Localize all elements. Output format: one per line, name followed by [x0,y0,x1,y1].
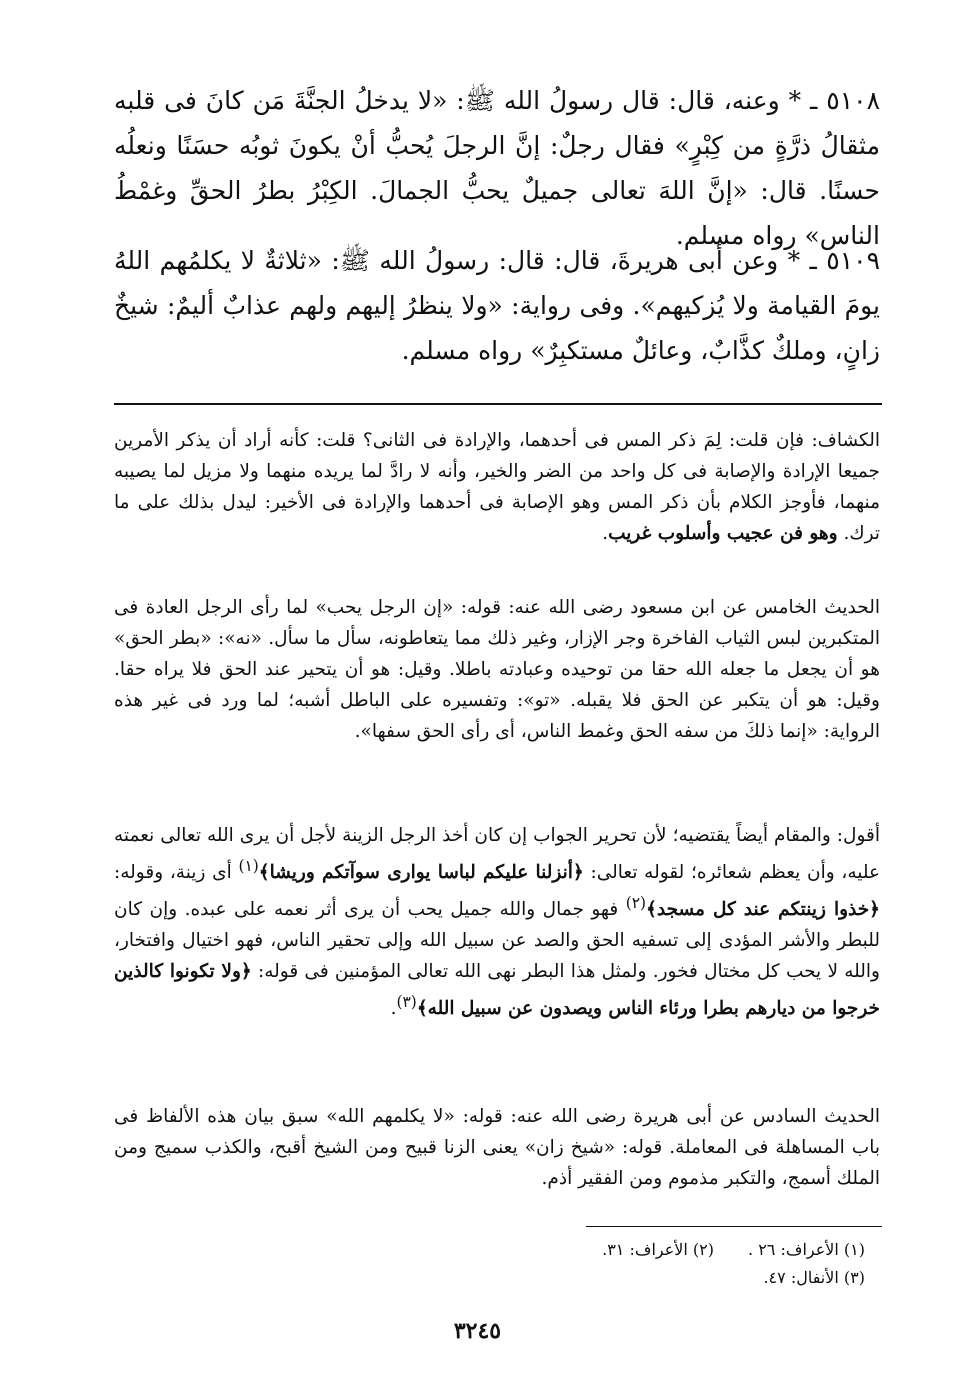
hadith-5109: ٥١٠٩ ـ * وعن أبى هريرةَ، قال: قال: رسولُ الله ﷺ: «ثلاثةٌ لا يكلمُهم اللهُ يومَ القيامة ولا يُزكيهم». وفى رواية: «ولا ينظرُ إليهم ولهم عذابٌ أليمٌ: شيخٌ زانٍ، وملكٌ كذَّابٌ، وعائلٌ مستكبِرٌ» رواه مسلم. [114,246,880,365]
footnote-separator [586,1226,882,1227]
commentary-text: فهو جمال والله جميل يحب أن يرى أثر نعمه على عبده. وإن كان للبطر والأشر المؤدى إلى تسفيه الحق والصد عن سبيل الله وإلى تحقير الناس، فهو اختيال وافتخار، والله لا يحب كل مختال فخور. ولمثل هذا البطر نهى الله تعالى المؤمنين فى قوله: [114,899,880,983]
commentary-sixth-hadith: الحديث السادس عن أبى هريرة رضى الله عنه: قوله: «لا يكلمهم الله» سبق بيان هذه الألفاظ فى باب المساهلة فى المعاملة. قوله: «شيخ زان» يعنى الزنا قبيح ومن الشيخ أقبح، والكذب سميج ومن الملك أسمج، والتكبر مذموم ومن الفقير أذم. [114,1106,880,1189]
commentary-bold: وهو فن عجيب وأسلوب غريب [608,523,838,544]
footnote-ref: (٣) [396,993,417,1012]
commentary-text: الكشاف: فإن قلت: لِمَ ذكر المس فى أحدهما، والإرادة فى الثانى؟ قلت: كأنه أراد أن يذكر الأمرين جميعا الإرادة والإصابة فى كل واحد من الضر والخير، وأنه لا رادَّ لما يريده منهما ولا مزيل لما يصيبه منهما، فأوجز الكلام بأن ذكر المس وهو الإصابة فى أحدهما والإرادة فى الأخير: ليدل بذلك على ما ترك. [114,430,880,544]
footnote-ref: (١) [238,857,259,875]
footnote-3: (٣) الأنفال: ٤٧. [763,1268,865,1287]
commentary-separator [114,403,882,405]
commentary-fifth-hadith: الحديث الخامس عن ابن مسعود رضى الله عنه: قوله: «إن الرجل يحب» لما رأى الرجل العادة فى المتكبرين لبس الثياب الفاخرة وجر الإزار، وغير ذلك مما يتعاطونه، سأل ما سأل. «نه»: «بطر الحق» هو أن يجعل ما جعله الله حقا من توحيده وعبادته باطلا. وقيل: هو أن يتحير عند الحق فلا يراه حقا. وقيل: هو أن يتكبر عن الحق فلا يقبله. «تو»: وتفسيره على الباطل أشبه؛ لما ورد فى غير هذه الرواية: «إنما ذلكَ من سفه الحق وغمط الناس، أى رأى الحق سفها». [114,597,880,742]
commentary-text: . [602,523,609,544]
footnote-1: (١) الأعراف: ٢٦ . [748,1240,865,1259]
commentary-kashshaf [114,425,880,549]
footnote-line [763,1266,865,1290]
footnote-ref: (٢) [625,894,647,913]
quran-quote: ﴿خذوا زينتكم عند كل مسجد﴾ [646,899,881,921]
footnote-line [602,1238,865,1262]
commentary-text: أى زينة، وقوله: [114,862,239,884]
hadith-5108: ٥١٠٨ ـ * وعنه، قال: قال رسولُ الله ﷺ: «لا يدخلُ الجنَّةَ مَن كانَ فى قلبه مثقالُ ذرَّةٍ من كِبْرٍ» فقال رجلٌ: إنَّ الرجلَ يُحبُّ أنْ يكونَ ثوبُه حسَنًا ونعلُه حسنًا. قال: «إنَّ اللهَ تعالى جميلٌ يحبُّ الجمالَ. الكِبْرُ بطرُ الحقِّ وغمْطُ الناس» رواه مسلم. [114,86,880,250]
quran-quote: ﴿ولا تكونوا كالذين خرجوا من ديارهم بطرا ورئاء الناس ويصدون عن سبيل الله﴾ [114,961,880,1020]
commentary-text: . [390,998,397,1020]
footnote-2: (٢) الأعراف: ٣١. [602,1240,715,1259]
commentary-aqul [114,820,880,1024]
page-number: ٣٢٤٥ [453,1318,502,1344]
commentary-text: أقول: والمقام أيضاً يقتضيه؛ لأن تحرير الجواب إن كان أخذ الرجل الزينة لأجل أن يرى الله تعالى نعمته عليه، وأن يعظم شعائره؛ لقوله تعالى: [114,825,880,884]
quran-quote: ﴿أنزلنا عليكم لباسا يوارى سوآتكم وريشا﴾ [258,862,584,884]
